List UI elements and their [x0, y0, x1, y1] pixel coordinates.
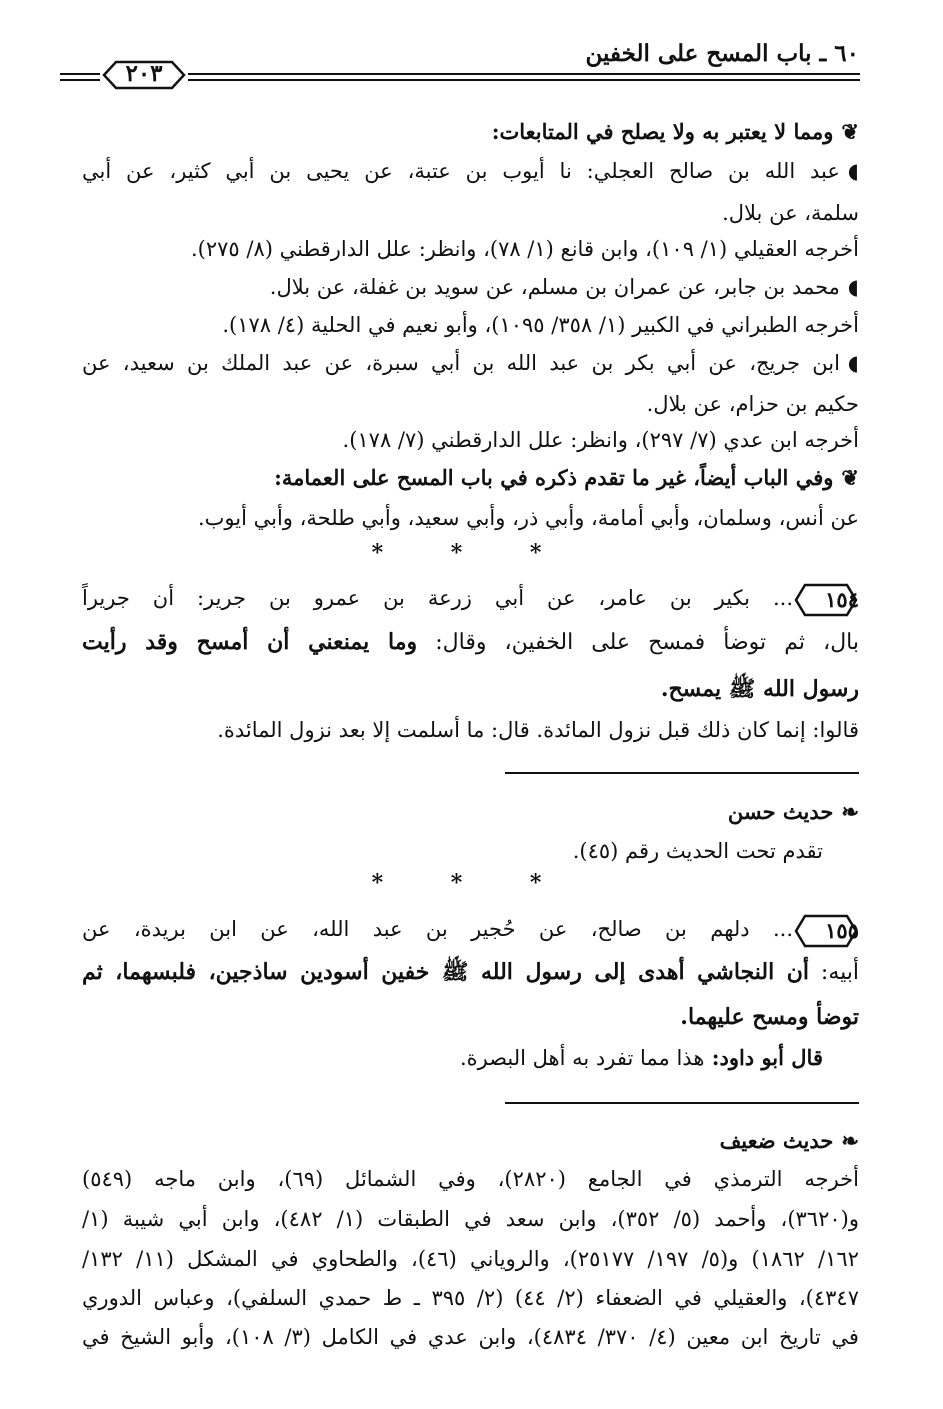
book-icon: ❧ — [841, 1128, 859, 1153]
leaf-ornament-icon: ❦ — [841, 465, 859, 490]
text-line: عن أنس، وسلمان، وأبي أمامة، وأبي ذر، وأبي سعيد، وأبي طلحة، وأبي أيوب. — [197, 506, 859, 530]
text-line: حكيم بن حزام، عن بلال. — [646, 392, 859, 416]
hadith-line: ١٥٤ ... بكير بن عامر، عن أبي زرعة بن عمرو بن جرير: أن جريراً — [82, 578, 859, 618]
text-line: أخرجه الطبراني في الكبير (١/ ٣٥٨/ ١٠٩٥)، وأبو نعيم في الحلية (٤/ ١٧٨). — [222, 313, 859, 337]
hadith-number-badge: ١٥٤ — [793, 582, 859, 618]
text-line: ◖محمد بن جابر، عن عمران بن مسلم، عن سويد بن غفلة، عن بلال. — [270, 272, 859, 302]
page-number: ٢٠٣ — [125, 60, 163, 87]
divider — [505, 772, 859, 774]
hadith-line: توضأ ومسح عليهما. — [680, 1004, 859, 1030]
section-heading: ❦وفي الباب أيضاً، غير ما تقدم ذكره في باب المسح على العمامة: — [274, 463, 859, 493]
hadith-line: ١٥٥ ... دلهم بن صالح، عن حُجير بن عبد الله، عن ابن بريدة، عن — [82, 909, 859, 949]
hadith-grade: ❧حديث حسن — [728, 797, 859, 827]
text-line: ◖ابن جريج، عن أبي بكر بن عبد الله بن أبي سبرة، عن عبد الملك بن سعيد، عن — [82, 348, 859, 378]
section-heading: ❦ومما لا يعتبر به ولا يصلح في المتابعات: — [492, 117, 859, 147]
takhrij-line: و(٣٦٢٠)، وأحمد (٥/ ٣٥٢)، وابن سعد في الطبقات (١/ ٤٨٢)، وابن أبي شيبة (١/ — [82, 1207, 859, 1231]
text-line: سلمة، عن بلال. — [722, 201, 859, 225]
divider — [505, 1102, 859, 1104]
hadith-line: قالوا: إنما كان ذلك قبل نزول المائدة. قال: ما أسلمت إلا بعد نزول المائدة. — [217, 718, 859, 742]
hadith-line: رسول الله ﷺ يمسح. — [660, 676, 859, 702]
hadith-line: أبيه: أن النجاشي أهدى إلى رسول الله ﷺ خفين أسودين ساذجين، فلبسهما، ثم — [82, 959, 859, 985]
separator-stars: * * * — [371, 540, 572, 566]
hadith-grade: ❧حديث ضعيف — [720, 1126, 859, 1156]
grade-note: تقدم تحت الحديث رقم (٤٥). — [572, 839, 823, 863]
bullet-icon: ◖ — [847, 275, 859, 299]
takhrij-line: في تاريخ ابن معين (٤/ ٣٧٠/ ٤٨٣٤)، وابن عدي في الكامل (٣/ ١٠٨)، وأبو الشيخ في — [82, 1325, 859, 1349]
takhrij-line: أخرجه الترمذي في الجامع (٢٨٢٠)، وفي الشمائل (٦٩)، وابن ماجه (٥٤٩) — [82, 1167, 859, 1191]
hadith-line: قال أبو داود: هذا مما تفرد به أهل البصرة. — [459, 1045, 823, 1070]
takhrij-line: ١٦٢/ ١٨٦٢) و(٥/ ١٩٧/ ٢٥١٧٧)، والروياني (٤٦)، والطحاوي في المشكل (١١/ ١٣٢/ — [82, 1247, 859, 1271]
takhrij-line: ٤٣٤٧)، والعقيلي في الضعفاء (٢/ ٤٤) (٢/ ٣٩٥ ـ ط حمدي السلفي)، وعباس الدوري — [82, 1286, 859, 1310]
separator-stars: * * * — [371, 870, 572, 896]
bullet-icon: ◖ — [847, 159, 859, 183]
hadith-number-badge: ١٥٥ — [793, 913, 859, 949]
bullet-icon: ◖ — [847, 351, 859, 375]
text-line: أخرجه العقيلي (١/ ١٠٩)، وابن قانع (١/ ٧٨)، وانظر: علل الدارقطني (٨/ ٢٧٥). — [191, 237, 859, 261]
book-icon: ❧ — [841, 799, 859, 824]
hadith-line: بال، ثم توضأ فمسح على الخفين، وقال: وما يمنعني أن أمسح وقد رأيت — [82, 629, 859, 655]
leaf-ornament-icon: ❦ — [841, 119, 859, 144]
chapter-title: ٦٠ ـ باب المسح على الخفين — [585, 40, 859, 67]
text-line: ◖عبد الله بن صالح العجلي: نا أيوب بن عتبة، عن يحيى بن أبي كثير، عن أبي — [82, 156, 859, 186]
text-line: أخرجه ابن عدي (٧/ ٢٩٧)، وانظر: علل الدارقطني (٧/ ١٧٨). — [342, 428, 859, 452]
